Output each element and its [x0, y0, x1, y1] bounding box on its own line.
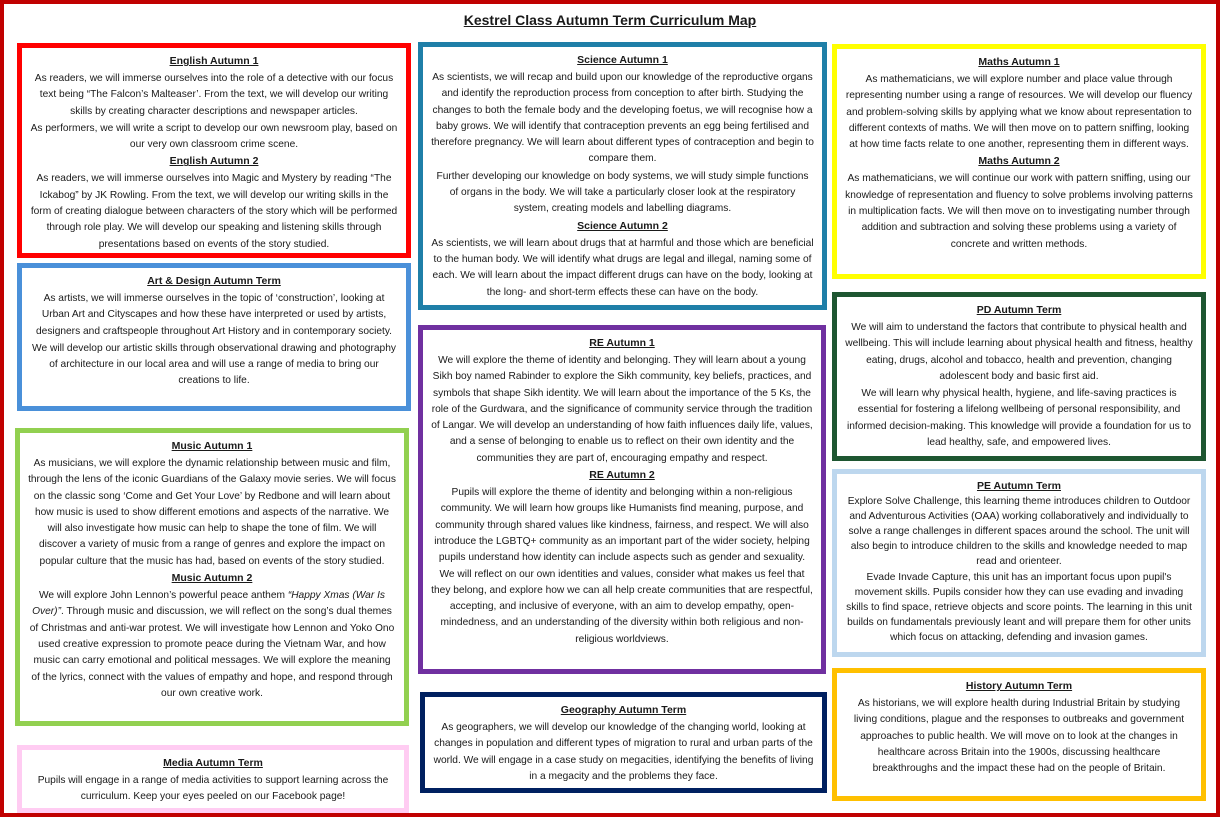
pd-heading: PD Autumn Term — [976, 304, 1062, 316]
english-box — [17, 43, 411, 258]
music-autumn-2-text — [28, 588, 396, 702]
music-autumn-1-text: As musicians, we will explore the dynamic relationship between music and film, through the lens of the iconic Guardians of the Galaxy movie series. We will focus on the classic song ‘Come and Get Your Love’ by Redbone and will learn about how music is used to show different emotions and aspects of the narrative. We will also investigate how music can help to shape the tone of film. We will discover a variety of music from a range of genres and explore the impact on popular culture that the music has had, based on events of the story studied. — [28, 458, 396, 567]
maths-autumn-1-heading: Maths Autumn 1 — [978, 56, 1060, 68]
music-box — [15, 428, 409, 726]
geography-box — [420, 692, 827, 793]
history-text: As historians, we will explore health during Industrial Britain by studying living conditions, plague and the responses to outbreaks and government approaches to public health. We will move on to look at the changes in healthcare across Britain into the 1900s, discussing healthcare breakthroughs and the impact these had on the people of Britain. — [853, 698, 1185, 775]
english-autumn-1-text-2: As performers, we will write a script to develop our own newsroom play, based on our very own classroom crime scene. — [30, 122, 398, 151]
re-box — [418, 325, 826, 674]
geography-heading: Geography Autumn Term — [560, 704, 687, 716]
art-design-heading: Art & Design Autumn Term — [147, 275, 281, 287]
english-autumn-2-heading: English Autumn 2 — [169, 155, 259, 168]
maths-box — [832, 44, 1206, 279]
page-title: Kestrel Class Autumn Term Curriculum Map — [463, 12, 757, 28]
english-autumn-2-text: As readers, we will immerse ourselves into Magic and Mystery by reading “The Ickabog” by JK Rowling. From the text, we will develop our writing skills in the form of creating dialogue between characters of the story which will be performed through role play. We will develop our speaking and listening skills through presentations based on events of the story studied. — [30, 173, 398, 250]
pd-text-2: We will learn why physical health, hygiene, and life-saving practices is essential for fostering a lifelong wellbeing of personal responsibility, and informed decision-making. This knowledge will provide a foundation for us to lead healthy, safe, and empowered lives. — [846, 388, 1192, 449]
pd-box — [832, 292, 1206, 461]
geography-text: As geographers, we will develop our knowledge of the changing world, looking at changes in population and different types of migration to rural and urban parts of the world. We will engage in a case study on megacities, identifying the benefits of living in a megacity and the problems they face. — [433, 722, 814, 782]
science-box — [418, 42, 827, 310]
art-design-box — [17, 263, 411, 411]
media-heading: Media Autumn Term — [163, 757, 263, 769]
pd-text: We will aim to understand the factors that contribute to physical health and wellbeing. This will include learning about physical health and fitness, healthy eating, drugs, alcohol and tobacco, health and prevention, changing adolescent body and basic first aid. — [845, 322, 1193, 382]
art-design-text: As artists, we will immerse ourselves in the topic of ‘construction’, looking at Urban Art and Cityscapes and how these have interpreted or used by artists, designers and craftspeople throughout Art History and in contemporary society. — [36, 293, 392, 337]
history-heading: History Autumn Term — [965, 680, 1073, 692]
pe-text-2: Evade Invade Capture, this unit has an important focus upon pupil's movement skills. Pupils consider how they can use evading and invading skills to find space, retrieve objects and score points. The learning in this unit builds on fundamentals previously leant and will prepare them for other units which focus on attacking, defending and invasion games. — [846, 572, 1192, 643]
science-autumn-1-text: As scientists, we will recap and build upon our knowledge of the reproductive organs and identify the reproduction process from conception to after birth. Studying the changes to both the female body and the developing foetus, we will recognise how a baby grows. We will identify that contraception prevents an egg being fertilised and therefore pregnancy. We will learn about different types of contraception and begin to compare them. — [431, 72, 814, 165]
english-autumn-1-heading: English Autumn 1 — [169, 55, 259, 67]
music-autumn-1-heading: Music Autumn 1 — [171, 440, 253, 452]
history-box — [832, 668, 1206, 801]
re-autumn-2-text: Pupils will explore the theme of identity and belonging within a non-religious community. We will learn how groups like Humanists find meaning, purpose, and community through shared values like kindness, fairness, and respect. We will also introduce the LGBTQ+ community as an important part of the wider society, helping pupils understand how identity can include aspects such as gender and sexuality. We will reflect on our own identities and values, consider what makes us feel that they belong, and explore how we can all help create communities that are respectful, accepting, and inclusive of everyone, with an aim to develop empathy, open-mindedness, and an understanding of the diversity within both religious and non-religious worldviews. — [431, 487, 813, 645]
pe-heading: PE Autumn Term — [976, 480, 1061, 492]
music-text-start: We will explore John Lennon’s powerful peace anthem — [39, 590, 288, 602]
maths-autumn-1-text: As mathematicians, we will explore number and place value through representing number using a range of resources. We will develop our fluency and problem-solving skills by applying what we know about representation to different contexts of maths. We will then move on to pattern sniffing, looking at how time facts relate to one another, representing them in different ways. — [845, 74, 1193, 151]
music-text-end: . Through music and discussion, we will reflect on the song’s dual themes of Christmas and anti-war protest. We will investigate how Lennon and Yoko Ono used creative expression to promote peace during the Vietnam War, and how music can carry emotional and political messages. We will explore the meaning of the lyrics, connect with the values of empathy and hope, and respond through our own creative work. — [29, 606, 395, 699]
maths-autumn-2-text: As mathematicians, we will continue our work with pattern sniffing, using our knowledge of representation and fluency to solve problems involving patterns in multiplication facts. We will then move on to investigating number through addition and subtraction and solving these problems using a variety of concrete and written methods. — [845, 173, 1193, 250]
english-autumn-1-text: As readers, we will immerse ourselves into the role of a detective with our focus text being “The Falcon’s Malteaser’. From the text, we will develop our writing skills by creating character descriptions and newspaper articles. — [34, 73, 394, 117]
science-autumn-2-text: As scientists, we will learn about drugs that at harmful and those which are beneficial to the human body. We will identify what drugs are legal and illegal, naming some of each. We will learn about the impact different drugs can have on the body, looking at the long- and short-term effects these can have on the body. — [431, 237, 814, 298]
pe-box — [832, 469, 1206, 657]
song-title: “Happy Xmas (War Is Over)” — [32, 590, 385, 618]
science-autumn-1-heading: Science Autumn 1 — [577, 54, 668, 66]
media-box — [17, 745, 409, 813]
re-autumn-1-heading: RE Autumn 1 — [589, 337, 655, 349]
re-autumn-2-heading: RE Autumn 2 — [589, 469, 655, 482]
science-autumn-1-text-2: Further developing our knowledge on body systems, we will study simple functions of organs in the body. We will take a particularly closer look at the respiratory system, creating models and labelling diagrams. — [436, 170, 809, 215]
music-autumn-2-heading: Music Autumn 2 — [171, 572, 253, 585]
media-text: Pupils will engage in a range of media activities to support learning across the curriculum. Keep your eyes peeled on our Facebook page! — [37, 775, 389, 803]
re-autumn-1-text: We will explore the theme of identity and belonging. They will learn about a young Sikh boy named Rabinder to explore the Sikh community, key beliefs, practices, and symbols that shape Sikh identity. We will learn about the importance of the 5 Ks, the role of the Gurdwara, and the significance of community service through the tradition of Langar. We will develop an understanding of how faith influences daily life, values, and a sense of belonging to enable us to reflect on their own identity and the communities they are part of, encouraging empathy and respect. — [431, 355, 813, 464]
pe-text: Explore Solve Challenge, this learning theme introduces children to Outdoor and Adventurous Activities (OAA) working collaboratively and individually to solve a range challenges in different spaces around the school. The unit will also begin to introduce children to the skills and knowledge needed to map read and orienteer. — [847, 496, 1191, 567]
science-autumn-2-heading: Science Autumn 2 — [577, 219, 668, 232]
maths-autumn-2-heading: Maths Autumn 2 — [978, 155, 1060, 168]
art-design-text-2: We will develop our artistic skills through observational drawing and photography of architecture in our local area and will use a range of media to bring our creations to life. — [32, 342, 396, 387]
